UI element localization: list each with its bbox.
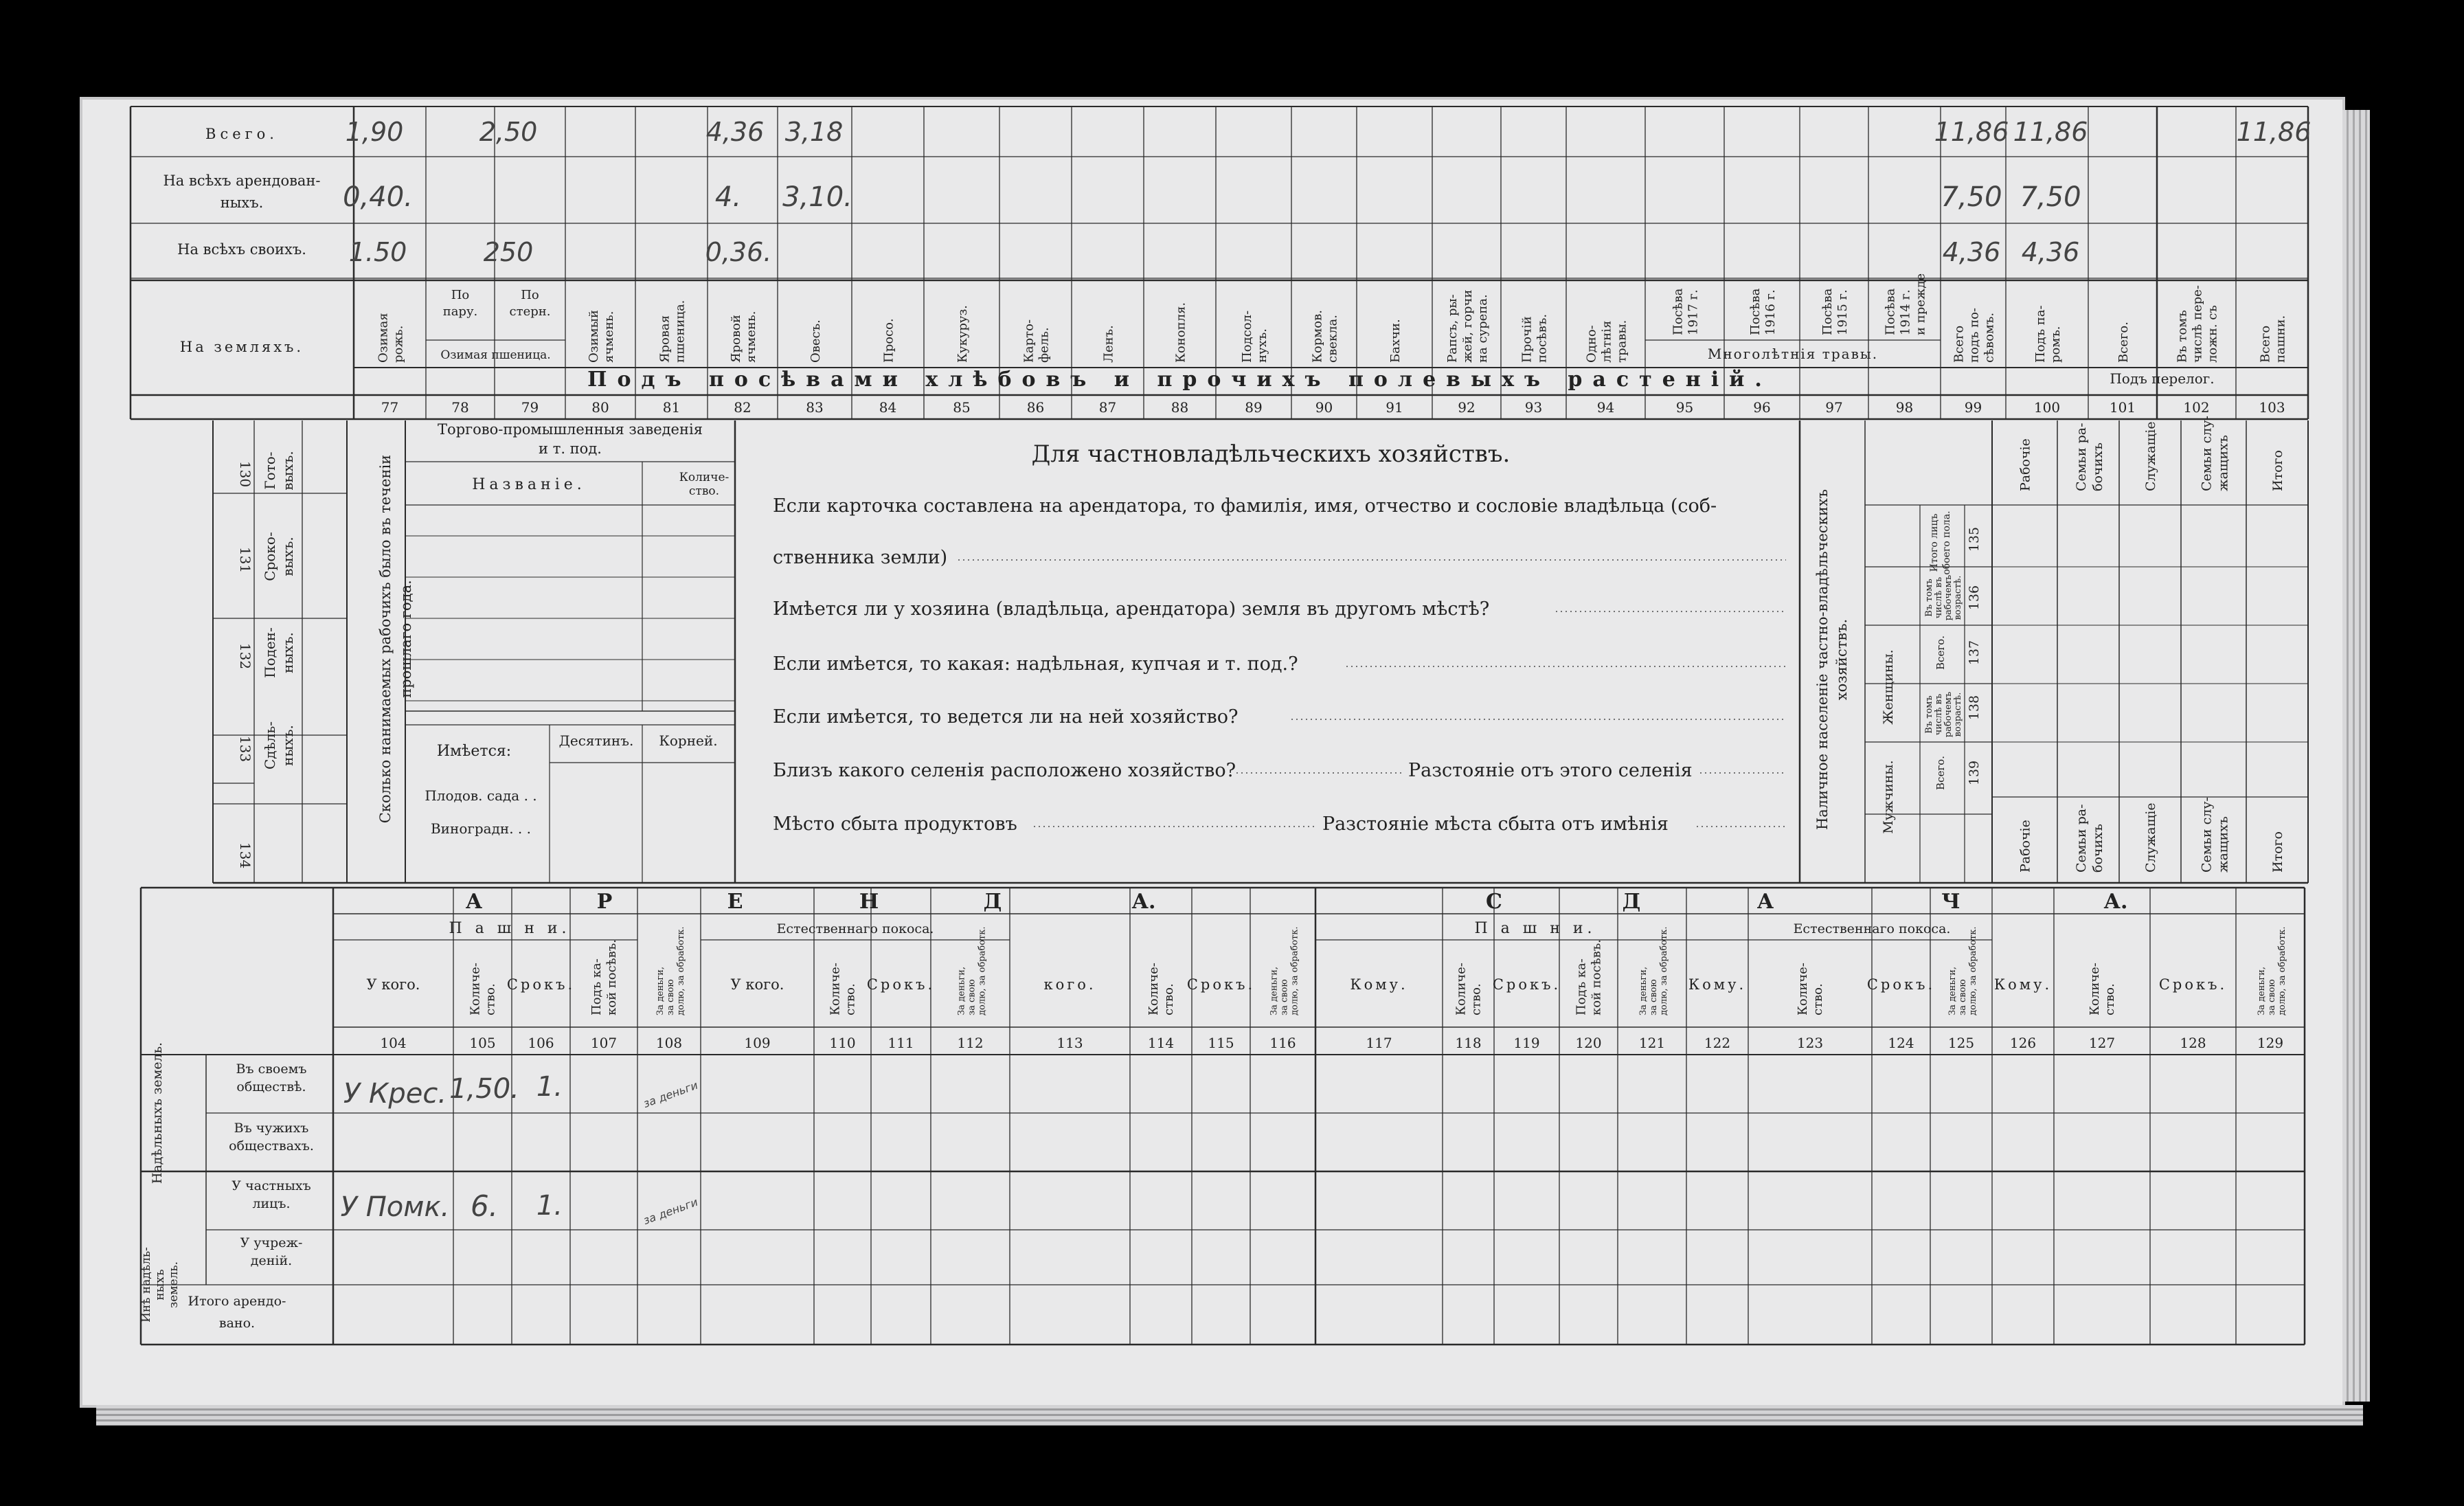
row-label-arend-2: ныхъ. bbox=[220, 194, 264, 211]
population-right-header: Итого bbox=[2270, 831, 2285, 873]
working-age-label: возрастѣ. bbox=[1953, 692, 1963, 737]
bottom-col-header: за свою bbox=[666, 979, 676, 1015]
handwritten-value: 3,18 bbox=[784, 117, 844, 147]
bottom-col-header: Срокъ. bbox=[1866, 976, 1936, 993]
crop-header: на сурепа. bbox=[1476, 294, 1490, 363]
left-col-label: Сдѣль- bbox=[262, 721, 278, 770]
bottom-col-header: Кому. bbox=[1993, 976, 2053, 993]
handwritten-value: 4,36 bbox=[2021, 237, 2080, 267]
row-label: Въ своемъ bbox=[236, 1061, 307, 1077]
row-label-zemlyakh: На земляхъ. bbox=[179, 339, 304, 355]
column-number: 79 bbox=[521, 399, 539, 416]
left-col-label: выхъ. bbox=[280, 451, 296, 491]
crop-header: рожь. bbox=[391, 325, 406, 363]
sdacha-heading-letter: А. bbox=[2103, 890, 2128, 914]
sdacha-heading-letter: Ч bbox=[1941, 890, 1960, 914]
vinogradnik-label: Виноградн. . . bbox=[430, 820, 532, 837]
bottom-col-header: Срокъ. bbox=[506, 976, 576, 993]
row-label: обществѣ. bbox=[236, 1079, 306, 1094]
arenda-heading-letter: Д bbox=[983, 890, 1002, 914]
arenda-heading-letter: А bbox=[465, 890, 483, 914]
crop-header: 1915 г. bbox=[1835, 289, 1850, 335]
crop-header: Рапсъ, ры- bbox=[1445, 294, 1460, 363]
left-col-label: ныхъ. bbox=[280, 632, 296, 673]
left-col-label: выхъ. bbox=[280, 537, 296, 576]
population-col-number: 139 bbox=[1967, 760, 1982, 786]
row-label: лицъ. bbox=[252, 1196, 291, 1211]
column-number: 99 bbox=[1964, 399, 1982, 416]
bottom-col-header: Срокъ. bbox=[2158, 976, 2228, 993]
itogo-arendovano-label: вано. bbox=[218, 1316, 256, 1331]
working-age-label: рабочемъ bbox=[1943, 691, 1954, 738]
crop-header: 1914 г. bbox=[1898, 289, 1913, 335]
handwritten-value: 250 bbox=[483, 237, 534, 267]
column-number: 97 bbox=[1825, 399, 1843, 416]
sdacha-heading-letter: С bbox=[1486, 890, 1502, 914]
bottom-col-header: Количе- bbox=[468, 963, 483, 1015]
bottom-column-number: 122 bbox=[1704, 1035, 1731, 1051]
bottom-col-header: ство. bbox=[483, 983, 498, 1015]
crop-header: Посѣва bbox=[1883, 288, 1898, 335]
crop-header: ромъ. bbox=[2048, 326, 2063, 363]
handwritten-value: 4,36 bbox=[1942, 237, 2001, 267]
crop-header: жей, горчи bbox=[1460, 289, 1475, 363]
crop-header: Просо. bbox=[881, 318, 896, 363]
column-number: 98 bbox=[1895, 399, 1914, 416]
crop-header: Конопля. bbox=[1173, 302, 1188, 363]
arenda-heading-letter: Н bbox=[859, 890, 879, 914]
bottom-column-number: 123 bbox=[1796, 1035, 1824, 1051]
private-holdings-title: Для частновладѣльческихъ хозяйствъ. bbox=[1031, 440, 1511, 468]
row-label: У частныхъ bbox=[231, 1178, 311, 1193]
column-number: 89 bbox=[1245, 399, 1263, 416]
crop-header: Бахчи. bbox=[1388, 319, 1403, 363]
row-label: Въ чужихъ bbox=[234, 1121, 309, 1136]
crop-header: По bbox=[451, 288, 470, 302]
bottom-col-header: Количе- bbox=[1454, 963, 1469, 1015]
question-line: ственника земли) bbox=[773, 547, 948, 568]
crop-header: Озимый bbox=[587, 310, 601, 363]
bottom-col-header: долю, за обработк. bbox=[1289, 926, 1300, 1015]
handwritten-value: 0,40. bbox=[343, 181, 413, 213]
bottom-col-header: ство. bbox=[1811, 983, 1825, 1015]
left-col-label: Гото- bbox=[262, 451, 278, 490]
crop-header: свекла. bbox=[1325, 314, 1340, 363]
left-col-number: 130 bbox=[237, 460, 253, 488]
crop-header: Посѣва bbox=[1671, 288, 1686, 335]
crop-header: Карто- bbox=[1021, 319, 1037, 363]
population-right-header: бочихъ bbox=[2090, 824, 2105, 873]
population-col-number: 136 bbox=[1967, 585, 1982, 611]
column-number: 82 bbox=[734, 399, 751, 416]
itogo-obeyu-label: обоего пола. bbox=[1941, 510, 1952, 575]
column-number: 77 bbox=[381, 399, 399, 416]
crop-header: Всего bbox=[2258, 325, 2273, 363]
bottom-col-header: долю, за обработк. bbox=[676, 926, 686, 1015]
crop-header: Въ томъ bbox=[2175, 310, 2190, 363]
column-number: 103 bbox=[2259, 399, 2285, 416]
bottom-col-header: долю, за обработк. bbox=[1659, 926, 1669, 1015]
column-number: 90 bbox=[1315, 399, 1333, 416]
crop-header: фель. bbox=[1037, 327, 1052, 363]
handwritten-value: 4,36 bbox=[705, 117, 765, 147]
itogo-arendovano-label: Итого арендо- bbox=[188, 1294, 286, 1309]
crop-header: посѣвъ. bbox=[1535, 313, 1550, 363]
kolichestvo-label: Количе- bbox=[679, 471, 730, 484]
pashni-label: П а ш н и. bbox=[1474, 920, 1596, 937]
column-number: 88 bbox=[1171, 399, 1189, 416]
inye-label: земель. bbox=[167, 1261, 181, 1309]
estestv-label: Естественнаго покоса. bbox=[776, 921, 934, 936]
row-label: деній. bbox=[250, 1253, 293, 1268]
row-label-vsego: Всего. bbox=[205, 126, 278, 142]
bottom-col-header: У кого. bbox=[730, 976, 784, 993]
bottom-col-header: Количе- bbox=[2088, 963, 2102, 1015]
bottom-column-number: 111 bbox=[888, 1035, 914, 1051]
population-right-header: Семьи слу- bbox=[2199, 416, 2215, 491]
bottom-col-header: За деньги, bbox=[1269, 966, 1280, 1015]
bottom-col-header: За деньги, bbox=[956, 966, 967, 1015]
crop-header: травы. bbox=[1614, 319, 1629, 363]
population-right-header: жащихъ bbox=[2215, 816, 2231, 873]
column-number: 83 bbox=[806, 399, 824, 416]
bottom-column-number: 129 bbox=[2257, 1035, 2284, 1051]
crop-header: нухъ. bbox=[1255, 328, 1269, 363]
bottom-col-header: За деньги, bbox=[2257, 966, 2267, 1015]
bottom-col-header: Подъ ка- bbox=[1574, 958, 1589, 1015]
population-right-header: Служащіе bbox=[2143, 802, 2158, 873]
mnogoletnie-label: Многолѣтнія травы. bbox=[1707, 346, 1879, 362]
handwritten-value: 3,10. bbox=[782, 181, 852, 213]
column-number: 81 bbox=[662, 399, 681, 416]
crop-header: сѣвомъ. bbox=[1982, 312, 1997, 363]
handwritten-value: У Помк. bbox=[340, 1191, 450, 1223]
bottom-column-number: 118 bbox=[1455, 1035, 1482, 1051]
column-number: 95 bbox=[1675, 399, 1694, 416]
bottom-col-header: долю, за обработк. bbox=[1968, 926, 1978, 1015]
bottom-column-number: 113 bbox=[1056, 1035, 1083, 1051]
crop-header: Ленъ. bbox=[1101, 325, 1116, 363]
population-col-number: 135 bbox=[1967, 526, 1982, 552]
bottom-column-number: 120 bbox=[1575, 1035, 1602, 1051]
bottom-col-header: кой посѣвъ. bbox=[1589, 939, 1604, 1015]
handwritten-value: 1,50. bbox=[449, 1073, 519, 1105]
handwritten-value: 1. bbox=[536, 1190, 563, 1222]
crop-header: По bbox=[521, 288, 539, 302]
crop-header: и прежде bbox=[1913, 273, 1928, 335]
crop-header: Прочій bbox=[1519, 316, 1535, 363]
handwritten-value: У Крес. bbox=[343, 1078, 447, 1110]
bottom-column-number: 107 bbox=[590, 1035, 618, 1051]
workers-question: прошлаго года. bbox=[398, 580, 414, 698]
handwritten-value: 11,86 bbox=[1934, 117, 2009, 147]
population-right-header: Семьи ра- bbox=[2074, 423, 2089, 491]
column-number: 86 bbox=[1026, 399, 1045, 416]
crop-header: Кукуруз. bbox=[956, 304, 970, 363]
bottom-column-number: 105 bbox=[469, 1035, 496, 1051]
bottom-col-header: За деньги, bbox=[1638, 966, 1649, 1015]
kolichestvo-label: ство. bbox=[688, 484, 720, 498]
bottom-col-header: ство. bbox=[2103, 983, 2117, 1015]
crop-header: Подъ па- bbox=[2033, 305, 2048, 363]
crop-header: пашни. bbox=[2273, 315, 2288, 363]
form-text-layer bbox=[139, 117, 2311, 1331]
handwritten-value: 6. bbox=[470, 1189, 499, 1223]
crop-header: ложн. съ bbox=[2205, 305, 2220, 363]
crop-header: Овесъ. bbox=[809, 319, 823, 363]
handwritten-value: 1.50 bbox=[348, 237, 407, 267]
vsego-label: Всего. bbox=[1934, 756, 1947, 790]
bottom-column-number: 115 bbox=[1208, 1035, 1234, 1051]
crop-header: 1916 г. bbox=[1763, 289, 1778, 335]
crop-header: Всего. bbox=[2116, 322, 2131, 363]
bottom-column-number: 110 bbox=[829, 1035, 856, 1051]
zhenshchiny-label: Женщины. bbox=[1881, 649, 1896, 725]
estestv-label: Естественнаго покоса. bbox=[1793, 921, 1951, 936]
left-col-label: Сроко- bbox=[262, 532, 278, 581]
arenda-heading-letter: А. bbox=[1131, 890, 1156, 914]
handwritten-value: за деньги bbox=[641, 1078, 700, 1110]
question-line: Если имѣется, то ведется ли на ней хозяйство? bbox=[773, 706, 1239, 728]
column-number: 78 bbox=[451, 399, 469, 416]
column-number: 93 bbox=[1524, 399, 1543, 416]
bottom-column-number: 124 bbox=[1888, 1035, 1914, 1051]
column-number: 84 bbox=[879, 399, 897, 416]
bottom-column-number: 128 bbox=[2180, 1035, 2206, 1051]
handwritten-value: 11,86 bbox=[2236, 117, 2312, 147]
crop-header: Посѣва bbox=[1820, 288, 1835, 335]
bottom-column-number: 117 bbox=[1366, 1035, 1392, 1051]
bottom-column-number: 112 bbox=[957, 1035, 984, 1051]
bottom-col-header: Кому. bbox=[1350, 976, 1408, 993]
population-col-number: 137 bbox=[1967, 640, 1982, 666]
working-age-label: Въ томъ bbox=[1924, 695, 1934, 734]
column-number: 100 bbox=[2033, 399, 2061, 416]
handwritten-value: 11,86 bbox=[2013, 117, 2088, 147]
column-number: 91 bbox=[1386, 399, 1403, 416]
crop-header: числѣ пере- bbox=[2190, 285, 2205, 363]
plodov-sada-label: Плодов. сада . . bbox=[425, 787, 537, 804]
crop-header: Посѣва bbox=[1748, 288, 1763, 335]
population-title: Наличное населеніе частно-владѣльческихъ bbox=[1814, 488, 1831, 831]
question-line: Разстояніе отъ этого селенія bbox=[1408, 760, 1693, 781]
bottom-column-number: 104 bbox=[380, 1035, 407, 1051]
population-right-header: Итого bbox=[2270, 450, 2285, 491]
nazvanie-label: Названіе. bbox=[472, 476, 586, 493]
bottom-column-number: 116 bbox=[1269, 1035, 1296, 1051]
crop-header: Озимая bbox=[376, 313, 391, 363]
working-age-label: числѣ въ bbox=[1934, 693, 1944, 736]
handwritten-value: 2,50 bbox=[479, 117, 538, 147]
sdacha-heading-letter: Д bbox=[1622, 890, 1641, 914]
bottom-col-header: ство. bbox=[843, 983, 858, 1015]
bottom-col-header: У кого. bbox=[366, 976, 420, 993]
bottom-col-header: ство. bbox=[1162, 983, 1176, 1015]
working-age-label: возрастѣ. bbox=[1953, 575, 1963, 620]
crop-header: ячмень. bbox=[744, 311, 758, 363]
column-number: 96 bbox=[1753, 399, 1771, 416]
left-col-number: 133 bbox=[237, 735, 253, 763]
crop-header: пару. bbox=[442, 304, 478, 319]
row-label: обществахъ. bbox=[229, 1138, 314, 1154]
itogo-obeyu-label: Итого лицъ bbox=[1929, 513, 1940, 572]
question-line: Мѣсто сбыта продуктовъ bbox=[773, 813, 1017, 835]
trade-title: Торгово-промышленныя заведенія bbox=[438, 421, 703, 438]
bottom-col-header: кого. bbox=[1043, 976, 1096, 993]
crop-header: Одно- bbox=[1584, 325, 1599, 363]
handwritten-value: 7,50 bbox=[1941, 181, 2002, 213]
column-number: 80 bbox=[591, 399, 609, 416]
population-right-header: Семьи слу- bbox=[2199, 797, 2215, 873]
bottom-column-number: 108 bbox=[655, 1035, 683, 1051]
bottom-col-header: За деньги, bbox=[655, 966, 666, 1015]
handwritten-value: 4. bbox=[714, 181, 742, 213]
population-right-header: жащихъ bbox=[2215, 435, 2231, 491]
working-age-label: числѣ въ bbox=[1934, 576, 1944, 619]
population-col-number: 138 bbox=[1967, 695, 1982, 721]
bottom-col-header: За деньги, bbox=[1947, 966, 1958, 1015]
vsego-label: Всего. bbox=[1934, 636, 1947, 670]
bottom-col-header: Количе- bbox=[828, 963, 843, 1015]
bottom-col-header: Кому. bbox=[1688, 976, 1747, 993]
column-number: 87 bbox=[1098, 399, 1117, 416]
population-right-header: Служащіе bbox=[2143, 421, 2158, 491]
trade-title: и т. под. bbox=[539, 440, 602, 457]
crop-header: Яровой bbox=[729, 315, 743, 363]
bottom-column-number: 114 bbox=[1147, 1035, 1175, 1051]
korney-label: Корней. bbox=[659, 732, 718, 749]
column-number: 94 bbox=[1596, 399, 1615, 416]
question-line: Близъ какого селенія расположено хозяйство? bbox=[773, 760, 1236, 781]
bottom-column-number: 127 bbox=[2088, 1035, 2116, 1051]
question-line: Имѣется ли у хозяина (владѣльца, арендатора) земля въ другомъ мѣстѣ? bbox=[773, 598, 1490, 620]
inye-label: ныхъ bbox=[153, 1269, 167, 1301]
bottom-column-number: 125 bbox=[1947, 1035, 1975, 1051]
left-col-label: ныхъ. bbox=[280, 725, 296, 766]
population-right-header: бочихъ bbox=[2090, 442, 2105, 491]
crop-header: Всего bbox=[1952, 325, 1967, 363]
crop-header: Яровая bbox=[657, 315, 672, 363]
handwritten-value: 0,36. bbox=[705, 237, 772, 267]
working-age-label: рабочемъ bbox=[1943, 574, 1954, 621]
bottom-col-header: кой посѣвъ. bbox=[604, 939, 619, 1015]
population-right-header: Рабочіе bbox=[2017, 820, 2033, 873]
crop-header: Подсол- bbox=[1240, 310, 1254, 363]
bottom-col-header: за свою bbox=[1279, 979, 1290, 1015]
bottom-col-header: долю, за обработк. bbox=[2277, 926, 2287, 1015]
pashni-label: П а ш н и. bbox=[449, 920, 571, 937]
bottom-col-header: Подъ ка- bbox=[589, 958, 604, 1015]
crop-header: пшеница. bbox=[672, 300, 688, 363]
bottom-column-number: 106 bbox=[528, 1035, 554, 1051]
banner-pod-posevami: Подъ посѣвами хлѣбовъ и прочихъ полевыхъ растеній. bbox=[587, 368, 1772, 392]
bottom-col-header: за свою bbox=[1958, 979, 1968, 1015]
bottom-col-header: долю, за обработк. bbox=[977, 926, 988, 1015]
handwritten-value: 7,50 bbox=[2020, 181, 2081, 213]
bottom-column-number: 121 bbox=[1638, 1035, 1666, 1051]
column-number: 85 bbox=[953, 399, 971, 416]
crop-header: ячмень. bbox=[602, 311, 616, 363]
question-line: Если имѣется, то какая: надѣльная, купчая и т. под.? bbox=[773, 653, 1298, 675]
bottom-col-header: за свою bbox=[967, 979, 977, 1015]
arenda-heading-letter: Р bbox=[596, 890, 613, 914]
handwritten-value: 1,90 bbox=[345, 117, 404, 147]
crop-header: стерн. bbox=[509, 304, 551, 319]
workers-question: Сколько нанимаемых рабочихъ было въ теченіи bbox=[377, 454, 394, 824]
nadel-label: Надѣльныхъ земель. bbox=[150, 1042, 165, 1184]
bottom-col-header: Количе- bbox=[1146, 963, 1161, 1015]
muzhchiny-label: Мужчины. bbox=[1881, 760, 1896, 834]
arenda-heading-letter: Е bbox=[727, 890, 743, 914]
desyatin-label: Десятинъ. bbox=[558, 732, 634, 749]
left-col-number: 131 bbox=[237, 546, 253, 574]
question-line: Разстояніе мѣста сбыта отъ имѣнія bbox=[1322, 813, 1669, 835]
bottom-col-header: Срокъ. bbox=[1186, 976, 1256, 993]
bottom-col-header: за свою bbox=[1649, 979, 1659, 1015]
column-number: 101 bbox=[2109, 399, 2136, 416]
ozimaya-pshenitsa-label: Озимая пшеница. bbox=[440, 348, 551, 362]
handwritten-value: 1. bbox=[536, 1071, 563, 1103]
left-col-number: 134 bbox=[237, 842, 253, 869]
inye-label: Инѣ надѣль- bbox=[139, 1247, 153, 1323]
row-label: У учреж- bbox=[240, 1235, 303, 1250]
crop-header: лѣтнія bbox=[1599, 320, 1614, 363]
crop-header: Кормов. bbox=[1310, 310, 1325, 363]
bottom-col-header: Срокъ. bbox=[1492, 976, 1561, 993]
working-age-label: Въ томъ bbox=[1924, 578, 1934, 617]
crop-header: подъ по- bbox=[1967, 307, 1982, 363]
bottom-column-number: 126 bbox=[2009, 1035, 2037, 1051]
pod-perelog-label: Подъ перелог. bbox=[2110, 370, 2215, 387]
row-label-arend: На всѣхъ арендован- bbox=[163, 172, 321, 189]
column-number: 102 bbox=[2183, 399, 2210, 416]
bottom-column-number: 119 bbox=[1513, 1035, 1540, 1051]
left-col-number: 132 bbox=[237, 642, 253, 670]
row-label-svoikh: На всѣхъ своихъ. bbox=[177, 241, 306, 258]
imeetsya-label: Имѣется: bbox=[436, 743, 512, 760]
left-col-label: Поден- bbox=[262, 627, 278, 678]
column-number: 92 bbox=[1458, 399, 1476, 416]
population-right-header: Семьи ра- bbox=[2074, 804, 2089, 873]
crop-header: 1917 г. bbox=[1686, 289, 1701, 335]
bottom-col-header: Количе- bbox=[1796, 963, 1810, 1015]
population-right-header: Рабочіе bbox=[2017, 438, 2033, 491]
bottom-col-header: ство. bbox=[1469, 983, 1484, 1015]
bottom-col-header: Срокъ. bbox=[866, 976, 936, 993]
question-line: Если карточка составлена на арендатора, то фамилія, имя, отчество и сословіе владѣльца (соб- bbox=[773, 495, 1717, 517]
handwritten-value: за деньги bbox=[641, 1195, 700, 1227]
bottom-column-number: 109 bbox=[744, 1035, 771, 1051]
bottom-col-header: за свою bbox=[2267, 979, 2277, 1015]
population-title: хозяйствъ. bbox=[1833, 618, 1850, 701]
sdacha-heading-letter: А bbox=[1756, 890, 1774, 914]
